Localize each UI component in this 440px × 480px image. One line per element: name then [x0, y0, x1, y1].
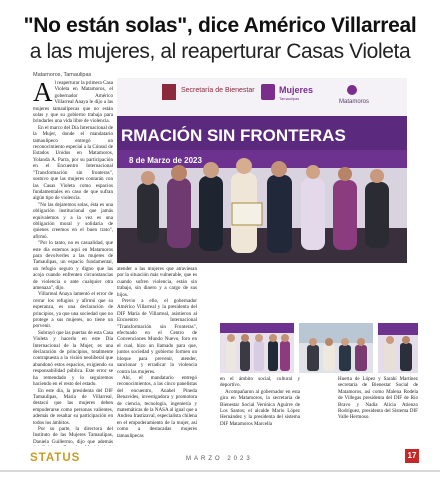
drop-cap: A [33, 80, 53, 107]
article-column-1 [33, 80, 113, 446]
banner-mid-subtext: Tamaulipas [279, 96, 300, 101]
headline-line-1: "No están solas", dice Américo Villarreal [23, 14, 417, 37]
paragraph: Previo a ello, el gobernador Américo Villarreal y la presidenta del DIF María de Villarreal, asistieron al Encuentro Internacional "Transformación sin Fronteras", efectuado en el Centro de Convenciones Mundo Nuevo, foro en el cual, hizo un llamado para que, juntos sociedad y gobierno formen un bloque para prevenir, atender, sancionar y erradicar la violencia contra las mujeres. [117, 298, 197, 375]
banner-left-text: Secretaría de Bienestar [181, 87, 255, 94]
paragraph: "No las dejaremos solas, ésta es una obligación institucional que jamás equivalemos y a la vez es una obligación moral y solidaria de quienes creemos en el buen trato", afirmó. [33, 201, 113, 240]
page-number: 17 [405, 449, 419, 463]
paragraph: Subrayó que las puertas de esta Casa Violeta y hacerlo en este Día Internacional de la Mujer, es una declaración de principios, totalmente contrapuesta a la visión neoliberal que abandonó estos espacios, exigiendo su responsabilidad pública. Este error se ha remendado y lo seguiremos haciendo en el resto del estado. [33, 329, 113, 388]
paragraph: Ahí, el mandatario entregó reconocimientos, a las cinco panelistas del encuentro, Anabel Pineda Benavides, investigadora y promotora de ciencia, tecnología, ingeniería y matemáticas de la NASA al igual que a Andrea Irastizaval, especialista chilena en el empoderamiento de la mujer, así como a destacadas mujeres tamaulipecas [117, 374, 197, 439]
article-column-4 [338, 376, 418, 446]
article-column-2 [117, 266, 197, 446]
gallery-photo-1 [220, 323, 294, 373]
footer-date: MARZO 2023 [186, 456, 253, 462]
paragraph: Huerta de López y Sarahí Martínez secretaria de Bienestar Social de Matamoros, así como Malena Rodela de Villegas presidenta del DIF de Río Bravo y Nadia Alicia Atienzo Rodríguez, presidenta del Sistema DIF Valle Hermoso. [338, 376, 418, 421]
gallery-photo-3 [378, 323, 418, 373]
paragraph: En el marco del Día Internacional de la Mujer, donde el mandatario tamaulipeco entregó un reconocimiento especial a la Cónsul de Estados Unidos en Matamoros, Yolanda A. Parra, por su participación en el Encuentro Internacional "Transformación sin fronteras", sostuvo que las mujeres contarán con las Casas Violeta como espacios fundamentales en caso de que sufran algún tipo de violencia. [33, 124, 113, 202]
dateline-location: Matamoros, Tamaulipas [33, 72, 92, 78]
main-photo [117, 78, 407, 263]
paragraph: Acompañaron al gobernador en esta gira en Matamoros, la secretaria de Bienestar Social Verónica Aguirre de Los Santos; el alcalde Mario López Hernández y la presidenta del sistema DIF Matamoros Marcella [220, 388, 300, 427]
paragraph: l reaperturar la primera Casa Violeta en Matamoros, el gobernador Américo Villarreal Anaya le dijo a las mujeres tamaulipecas que no están solas y que su gobierno trabaja para brindarles una vida libre de violencia. [33, 80, 113, 125]
paragraph: "Por lo tanto, no es casualidad, que este día estemos aquí en Matamoros para devolverles a las mujeres de Tamaulipas, un espacio fundamental, un refugio seguro y digno que las acoja cuando enfrenten circunstancias de violencia o ante cualquier otra amenaza", dijo. [33, 240, 113, 291]
gallery-photo-2 [299, 323, 373, 373]
banner-mid-text: Mujeres [279, 85, 314, 95]
headline-line-2: a las mujeres, al reaperturar Casas Violeta [29, 40, 411, 63]
banner-slogan: RMACIÓN SIN FRONTERAS [121, 126, 346, 145]
paragraph: atender a las mujeres que atraviesan por la situación más vulnerable, que es cuando sufren violencia, están sin trabajo, sin dinero y a cargo de sus hijos. [117, 266, 197, 298]
paragraph: en el ámbito social, cultural y deportivo. [220, 376, 300, 389]
banner-date: 8 de Marzo de 2023 [129, 156, 202, 165]
banner-right-text: Matamoros [339, 99, 370, 105]
footer-brand: STATUS [30, 452, 81, 464]
footer-divider [0, 470, 440, 472]
article-column-3 [220, 376, 300, 446]
paragraph: Villarreal Anaya lamentó el error de cerrar los refugios y afirmó que su esperanza, es una declaración de principios, ya que una sociedad que no protege a sus mujeres, no tiene un porvenir. [33, 291, 113, 330]
paragraph: En este día, la presidenta del DIF Tamaulipas, María de Villarreal, destacó que las mujeres deben empoderarse como personas valientes, además de resaltar su participación en todos los ámbitos. [33, 387, 113, 426]
paragraph: Por su parte, la directora del Instituto de las Mujeres Tamaulipas, Daniela Guillermo, dijo que además [33, 425, 113, 445]
